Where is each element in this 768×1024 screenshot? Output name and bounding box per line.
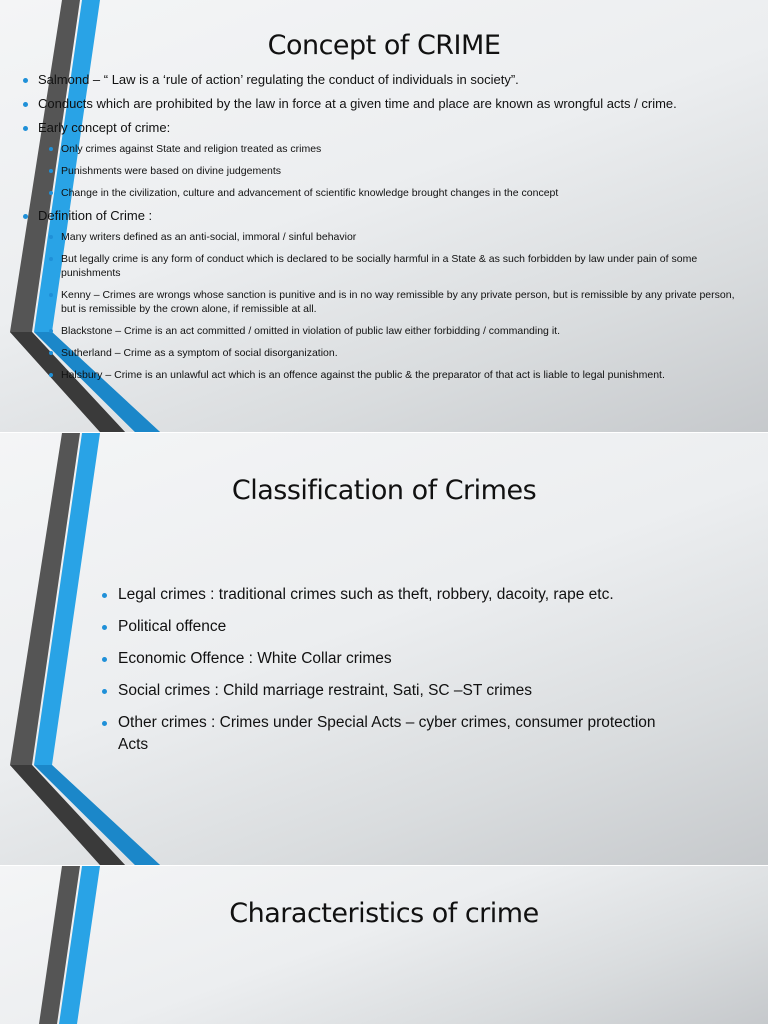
bullet-list — [100, 584, 720, 766]
stripe-decoration — [0, 866, 200, 1024]
slide-title: Concept of CRIME — [267, 30, 501, 61]
sub-bullet-item: Only crimes against State and religion treated as crimes — [20, 142, 750, 156]
sub-bullet-item: Many writers defined as an anti-social, immoral / sinful behavior — [20, 230, 750, 244]
bullet-item: Definition of Crime : — [20, 208, 750, 224]
bullet-item: Legal crimes : traditional crimes such as theft, robbery, dacoity, rape etc. — [100, 584, 720, 606]
bullet-item: Conducts which are prohibited by the law in force at a given time and place are known as wrongful acts / crime. — [20, 96, 750, 112]
bullet-item: Other crimes : Crimes under Special Acts – cyber crimes, consumer protection Acts — [100, 712, 678, 756]
bullet-item: Economic Offence : White Collar crimes — [100, 648, 720, 670]
bullet-item: Political offence — [100, 616, 720, 638]
sub-bullet-item: Blackstone – Crime is an act committed / omitted in violation of public law either forbidding / commanding it. — [20, 324, 750, 338]
slide-characteristics-of-crime — [0, 866, 768, 1024]
bullet-item: Social crimes : Child marriage restraint, Sati, SC –ST crimes — [100, 680, 720, 702]
sub-bullet-item: But legally crime is any form of conduct which is declared to be socially harmful in a State & as such forbidden by law under pain of some punishments — [20, 252, 750, 280]
sub-bullet-item: Change in the civilization, culture and advancement of scientific knowledge brought changes in the concept — [20, 186, 750, 200]
sub-bullet-item: Sutherland – Crime as a symptom of social disorganization. — [20, 346, 750, 360]
bullet-list — [20, 72, 750, 390]
slide-title: Classification of Crimes — [231, 475, 537, 506]
sub-bullet-item: Halsbury – Crime is an unlawful act which is an offence against the public & the preparator of that act is liable to legal punishment. — [20, 368, 750, 382]
sub-bullet-item: Kenny – Crimes are wrongs whose sanction is punitive and is in no way remissible by any private person, but is remissible by any private person, but is remissible by the crown alone, if remissible at all. — [20, 288, 750, 316]
slide-title: Characteristics of crime — [229, 898, 539, 929]
bullet-item: Early concept of crime: — [20, 120, 750, 136]
bullet-item: Salmond – “ Law is a ‘rule of action’ regulating the conduct of individuals in society”. — [20, 72, 750, 88]
sub-bullet-item: Punishments were based on divine judgements — [20, 164, 750, 178]
slide-concept-of-crime — [0, 0, 768, 432]
